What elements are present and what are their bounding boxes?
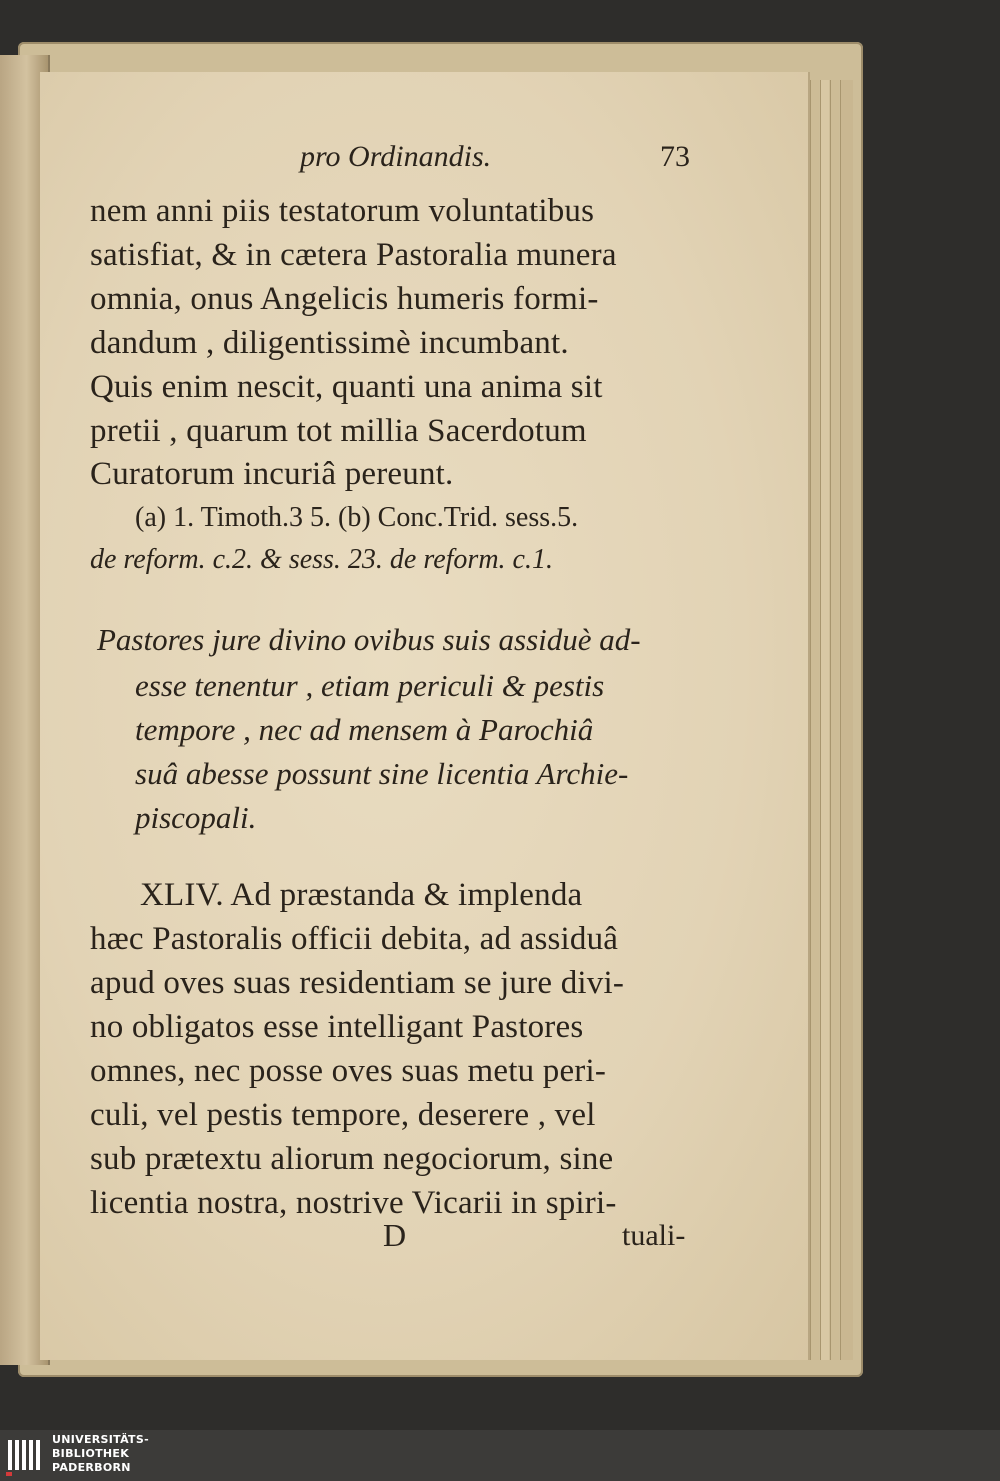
page-edge — [810, 80, 819, 1360]
library-columns-icon — [6, 1436, 46, 1476]
library-name-line: PADERBORN — [52, 1461, 131, 1474]
body-line: no obligatos esse intelligant Pastores — [90, 1009, 584, 1045]
body-line: licentia nostra, nostrive Vicarii in spiri- — [90, 1185, 617, 1221]
body-line: satisfiat, & in cætera Pastoralia munera — [90, 237, 617, 273]
summary-line: suâ abesse possunt sine licentia Archie- — [135, 756, 629, 791]
summary-line: piscopali. — [135, 800, 257, 835]
catchword: tuali- — [622, 1219, 686, 1252]
library-name — [52, 1433, 149, 1475]
body-line: apud oves suas residentiam se jure divi- — [90, 965, 625, 1001]
signature-mark: D — [383, 1217, 407, 1253]
library-name-line: UNIVERSITÄTS- — [52, 1433, 149, 1446]
library-name-line: BIBLIOTHEK — [52, 1447, 130, 1460]
body-line: Curatorum incuriâ pereunt. — [90, 456, 454, 492]
footnote-line: de reform. c.2. & sess. 23. de reform. c.1. — [90, 544, 553, 575]
page-edge — [830, 80, 839, 1360]
summary-line: esse tenentur , etiam periculi & pestis — [135, 668, 605, 703]
page-edge — [840, 80, 853, 1360]
body-line: Quis enim nescit, quanti una anima sit — [90, 369, 603, 405]
body-line: XLIV. Ad præstanda & implenda — [140, 877, 583, 913]
summary-line: tempore , nec ad mensem à Parochiâ — [135, 712, 594, 747]
body-line: omnes, nec posse oves suas metu peri- — [90, 1053, 607, 1089]
page-number: 73 — [660, 140, 690, 173]
running-header — [300, 140, 690, 180]
library-footer — [0, 1430, 1000, 1481]
body-line: culi, vel pestis tempore, deserere , vel — [90, 1097, 596, 1133]
footnote-line: (a) 1. Timoth.3 5. (b) Conc.Trid. sess.5. — [135, 502, 579, 533]
body-line: omnia, onus Angelicis humeris formi- — [90, 281, 599, 317]
body-line: hæc Pastoralis officii debita, ad assiduâ — [90, 921, 619, 957]
page-edge — [820, 80, 829, 1360]
body-line: sub prætextu aliorum negociorum, sine — [90, 1141, 614, 1177]
body-line: pretii , quarum tot millia Sacerdotum — [90, 413, 587, 449]
body-line: nem anni piis testatorum voluntatibus — [90, 193, 595, 229]
body-line: dandum , diligentissimè incumbant. — [90, 325, 569, 361]
running-title: pro Ordinandis. — [300, 140, 492, 173]
summary-line: Pastores jure divino ovibus suis assiduè ad- — [97, 622, 641, 657]
